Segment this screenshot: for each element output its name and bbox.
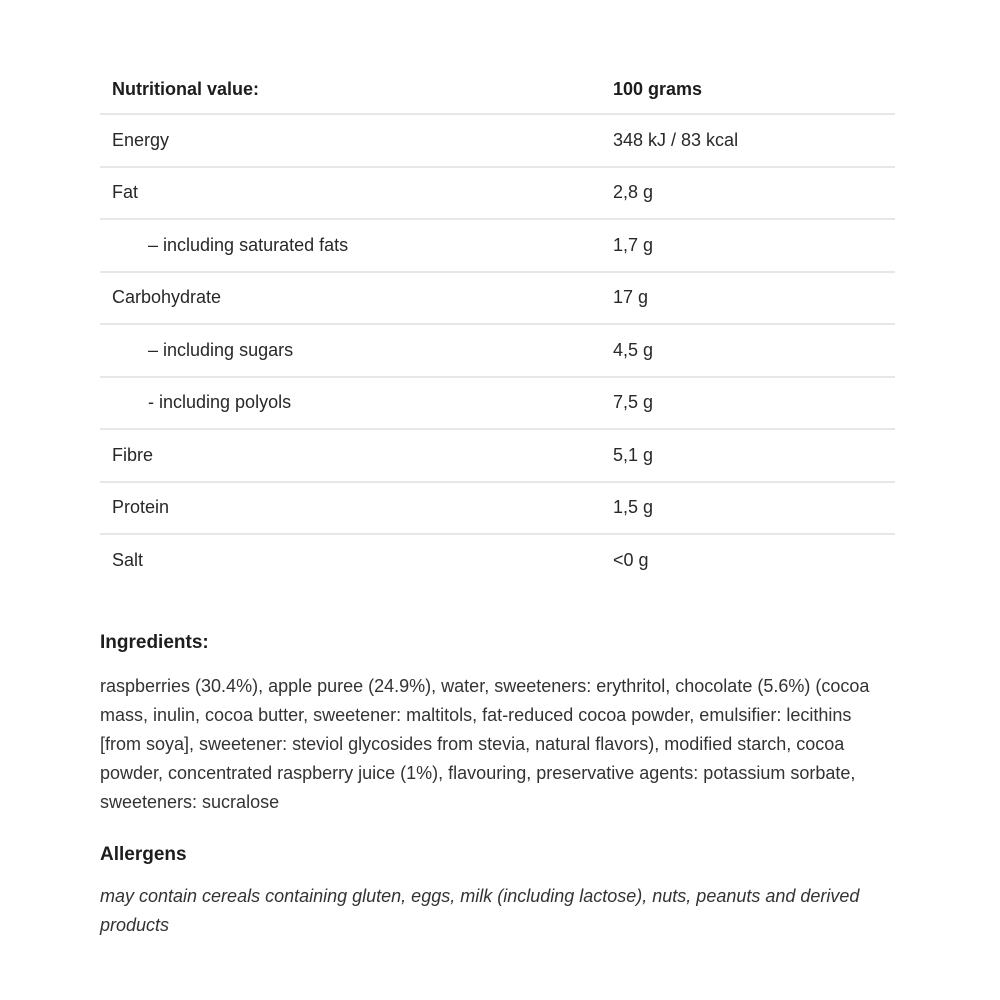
nutrient-value: 348 kJ / 83 kcal [613, 129, 739, 150]
nutrient-value: 17 g [613, 287, 649, 308]
table-row-salt [100, 535, 895, 586]
table-row-protein [100, 483, 895, 536]
nutrient-label: Fibre [112, 444, 154, 465]
table-header-value: 100 grams [613, 78, 703, 99]
nutrient-label: Energy [112, 129, 170, 150]
nutrient-label: Salt [112, 549, 144, 570]
nutrition-table [100, 65, 895, 586]
table-row-saturated-fats [100, 220, 895, 273]
table-row-fat [100, 168, 895, 221]
ingredients-text: raspberries (30.4%), apple puree (24.9%), water, sweeteners: erythritol, chocolate (5.6%) (cocoa mass, inulin, cocoa butter, sweetener: maltitols, fat-reduced cocoa powder, emulsifier: lecithins [from soya], sweetener: steviol glycosides from stevia, natural flavors), modified starch, cocoa powder, concentrated raspberry juice (1%), flavouring, preservative agents: potassium sorbate, sweeteners: sucralose [100, 675, 870, 812]
nutrient-value: 1,7 g [613, 234, 654, 255]
nutrient-label: Protein [112, 497, 170, 518]
product-nutrition-section [100, 65, 895, 940]
ingredients-heading: Ingredients: [100, 631, 209, 653]
table-row-polyols [100, 378, 895, 431]
allergens-text: may contain cereals containing gluten, eggs, milk (including lactose), nuts, peanuts and derived products [100, 885, 860, 935]
nutrient-sublabel: – including sugars [148, 339, 294, 360]
nutrient-value: <0 g [613, 549, 649, 570]
nutrient-value: 1,5 g [613, 497, 654, 518]
table-header-label: Nutritional value: [112, 78, 260, 99]
table-row-carbohydrate [100, 273, 895, 326]
table-row-energy [100, 115, 895, 168]
table-row-fibre [100, 430, 895, 483]
nutrient-sublabel: - including polyols [148, 392, 292, 413]
nutrient-label: Carbohydrate [112, 287, 222, 308]
nutrient-label: Fat [112, 182, 139, 203]
nutrient-value: 5,1 g [613, 444, 654, 465]
nutrient-value: 2,8 g [613, 182, 654, 203]
nutrient-value: 7,5 g [613, 392, 654, 413]
allergens-heading: Allergens [100, 843, 187, 865]
nutrient-value: 4,5 g [613, 339, 654, 360]
nutrient-sublabel: – including saturated fats [148, 234, 349, 255]
table-header-row [100, 65, 895, 115]
table-row-sugars [100, 325, 895, 378]
